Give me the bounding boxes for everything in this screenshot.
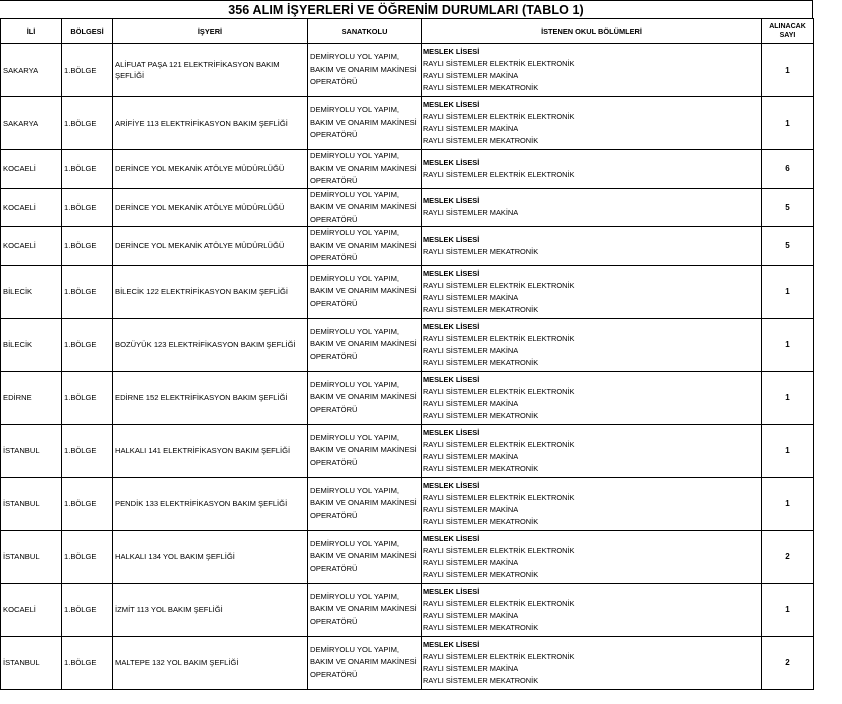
- cell-sanatkolu: DEMİRYOLU YOL YAPIM, BAKIM VE ONARIM MAKİNESİ OPERATÖRÜ: [308, 371, 422, 424]
- cell-isyeri: PENDİK 133 ELEKTRİFİKASYON BAKIM ŞEFLİĞİ: [113, 477, 308, 530]
- department-item: RAYLI SİSTEMLER MEKATRONİK: [423, 569, 539, 579]
- cell-bolge: 1.BÖLGE: [62, 583, 113, 636]
- table-row: [1, 424, 814, 477]
- cell-sanatkolu: DEMİRYOLU YOL YAPIM, BAKIM VE ONARIM MAKİNESİ OPERATÖRÜ: [308, 583, 422, 636]
- cell-okul-bolumleri: [422, 477, 762, 530]
- column-header-alinacak-sayi: ALINACAK SAYI: [762, 19, 814, 44]
- department-item: RAYLI SİSTEMLER MEKATRONİK: [423, 357, 539, 367]
- table-body: [1, 44, 814, 690]
- cell-sanatkolu: DEMİRYOLU YOL YAPIM, BAKIM VE ONARIM MAKİNESİ OPERATÖRÜ: [308, 188, 422, 227]
- table-row: [1, 371, 814, 424]
- cell-il: SAKARYA: [1, 97, 62, 150]
- department-item: RAYLI SİSTEMLER ELEKTRİK ELEKTRONİK: [423, 651, 575, 661]
- cell-bolge: 1.BÖLGE: [62, 97, 113, 150]
- department-item: RAYLI SİSTEMLER MAKİNA: [423, 557, 519, 567]
- cell-il: İSTANBUL: [1, 636, 62, 689]
- cell-alinacak-sayi: 1: [762, 44, 814, 97]
- cell-sanatkolu: DEMİRYOLU YOL YAPIM, BAKIM VE ONARIM MAKİNESİ OPERATÖRÜ: [308, 265, 422, 318]
- department-item: RAYLI SİSTEMLER MEKATRONİK: [423, 516, 539, 526]
- school-type-heading: MESLEK LİSESİ: [423, 374, 480, 384]
- department-item: RAYLI SİSTEMLER ELEKTRİK ELEKTRONİK: [423, 280, 575, 290]
- cell-il: İSTANBUL: [1, 530, 62, 583]
- department-item: RAYLI SİSTEMLER ELEKTRİK ELEKTRONİK: [423, 492, 575, 502]
- header-row: [1, 19, 814, 44]
- cell-sanatkolu: DEMİRYOLU YOL YAPIM, BAKIM VE ONARIM MAKİNESİ OPERATÖRÜ: [308, 227, 422, 266]
- cell-sanatkolu: DEMİRYOLU YOL YAPIM, BAKIM VE ONARIM MAKİNESİ OPERATÖRÜ: [308, 97, 422, 150]
- table-row: [1, 150, 814, 189]
- cell-bolge: 1.BÖLGE: [62, 188, 113, 227]
- department-item: RAYLI SİSTEMLER MAKİNA: [423, 504, 519, 514]
- cell-isyeri: ARİFİYE 113 ELEKTRİFİKASYON BAKIM ŞEFLİĞİ: [113, 97, 308, 150]
- department-item: RAYLI SİSTEMLER MEKATRONİK: [423, 136, 539, 145]
- cell-sanatkolu: DEMİRYOLU YOL YAPIM, BAKIM VE ONARIM MAKİNESİ OPERATÖRÜ: [308, 636, 422, 689]
- cell-isyeri: HALKALI 134 YOL BAKIM ŞEFLİĞİ: [113, 530, 308, 583]
- school-type-heading: MESLEK LİSESİ: [423, 480, 480, 490]
- department-item: RAYLI SİSTEMLER MEKATRONİK: [423, 463, 539, 473]
- table-row: [1, 636, 814, 689]
- school-type-heading: MESLEK LİSESİ: [423, 157, 480, 167]
- column-header-isyeri: İŞYERİ: [113, 19, 308, 44]
- cell-sanatkolu: DEMİRYOLU YOL YAPIM, BAKIM VE ONARIM MAKİNESİ OPERATÖRÜ: [308, 477, 422, 530]
- cell-okul-bolumleri: [422, 150, 762, 189]
- table-row: [1, 265, 814, 318]
- department-item: RAYLI SİSTEMLER ELEKTRİK ELEKTRONİK: [423, 386, 575, 396]
- cell-il: İSTANBUL: [1, 477, 62, 530]
- cell-alinacak-sayi: 1: [762, 477, 814, 530]
- cell-bolge: 1.BÖLGE: [62, 150, 113, 189]
- school-type-heading: MESLEK LİSESİ: [423, 321, 480, 331]
- school-type-heading: MESLEK LİSESİ: [423, 234, 480, 244]
- column-header-il: İLİ: [1, 19, 62, 44]
- cell-okul-bolumleri: [422, 97, 762, 150]
- cell-bolge: 1.BÖLGE: [62, 371, 113, 424]
- table-row: [1, 188, 814, 227]
- cell-il: KOCAELİ: [1, 188, 62, 227]
- cell-okul-bolumleri: [422, 424, 762, 477]
- cell-okul-bolumleri: [422, 530, 762, 583]
- department-item: RAYLI SİSTEMLER MEKATRONİK: [423, 622, 539, 632]
- cell-alinacak-sayi: 6: [762, 150, 814, 189]
- school-type-heading: MESLEK LİSESİ: [423, 533, 480, 543]
- cell-il: İSTANBUL: [1, 424, 62, 477]
- cell-alinacak-sayi: 5: [762, 227, 814, 266]
- cell-sanatkolu: DEMİRYOLU YOL YAPIM, BAKIM VE ONARIM MAKİNESİ OPERATÖRÜ: [308, 150, 422, 189]
- department-item: RAYLI SİSTEMLER MAKİNA: [423, 663, 519, 673]
- table-title: 356 ALIM İŞYERLERİ VE ÖĞRENİM DURUMLARI (TABLO 1): [0, 0, 813, 18]
- cell-sanatkolu: DEMİRYOLU YOL YAPIM, BAKIM VE ONARIM MAKİNESİ OPERATÖRÜ: [308, 318, 422, 371]
- cell-alinacak-sayi: 1: [762, 265, 814, 318]
- school-type-heading: MESLEK LİSESİ: [423, 427, 480, 437]
- department-item: RAYLI SİSTEMLER ELEKTRİK ELEKTRONİK: [423, 439, 575, 449]
- cell-alinacak-sayi: 5: [762, 188, 814, 227]
- cell-alinacak-sayi: 2: [762, 636, 814, 689]
- department-item: RAYLI SİSTEMLER ELEKTRİK ELEKTRONİK: [423, 59, 575, 68]
- cell-isyeri: DERİNCE YOL MEKANİK ATÖLYE MÜDÜRLÜĞÜ: [113, 227, 308, 266]
- cell-alinacak-sayi: 1: [762, 583, 814, 636]
- department-item: RAYLI SİSTEMLER MEKATRONİK: [423, 410, 539, 420]
- department-item: RAYLI SİSTEMLER ELEKTRİK ELEKTRONİK: [423, 169, 575, 179]
- cell-il: KOCAELİ: [1, 227, 62, 266]
- cell-bolge: 1.BÖLGE: [62, 530, 113, 583]
- cell-okul-bolumleri: [422, 318, 762, 371]
- cell-alinacak-sayi: 1: [762, 97, 814, 150]
- school-type-heading: MESLEK LİSESİ: [423, 196, 480, 206]
- department-item: RAYLI SİSTEMLER MEKATRONİK: [423, 675, 539, 685]
- department-item: RAYLI SİSTEMLER MAKİNA: [423, 610, 519, 620]
- department-item: RAYLI SİSTEMLER ELEKTRİK ELEKTRONİK: [423, 545, 575, 555]
- cell-okul-bolumleri: [422, 636, 762, 689]
- department-item: RAYLI SİSTEMLER MAKİNA: [423, 398, 519, 408]
- cell-sanatkolu: DEMİRYOLU YOL YAPIM, BAKIM VE ONARIM MAKİNESİ OPERATÖRÜ: [308, 530, 422, 583]
- school-type-heading: MESLEK LİSESİ: [423, 268, 480, 278]
- cell-alinacak-sayi: 1: [762, 424, 814, 477]
- department-item: RAYLI SİSTEMLER ELEKTRİK ELEKTRONİK: [423, 598, 575, 608]
- cell-alinacak-sayi: 1: [762, 371, 814, 424]
- cell-okul-bolumleri: [422, 227, 762, 266]
- department-item: RAYLI SİSTEMLER MAKİNA: [423, 124, 519, 133]
- department-item: RAYLI SİSTEMLER ELEKTRİK ELEKTRONİK: [423, 112, 575, 121]
- cell-isyeri: HALKALI 141 ELEKTRİFİKASYON BAKIM ŞEFLİĞİ: [113, 424, 308, 477]
- cell-bolge: 1.BÖLGE: [62, 44, 113, 97]
- table-row: [1, 227, 814, 266]
- department-item: RAYLI SİSTEMLER MAKİNA: [423, 451, 519, 461]
- cell-isyeri: İZMİT 113 YOL BAKIM ŞEFLİĞİ: [113, 583, 308, 636]
- cell-isyeri: ALİFUAT PAŞA 121 ELEKTRİFİKASYON BAKIM ŞEFLİĞİ: [113, 44, 308, 97]
- cell-alinacak-sayi: 1: [762, 318, 814, 371]
- cell-alinacak-sayi: 2: [762, 530, 814, 583]
- cell-il: EDİRNE: [1, 371, 62, 424]
- cell-bolge: 1.BÖLGE: [62, 636, 113, 689]
- cell-il: KOCAELİ: [1, 150, 62, 189]
- table-row: [1, 44, 814, 97]
- table-row: [1, 583, 814, 636]
- cell-bolge: 1.BÖLGE: [62, 318, 113, 371]
- department-item: RAYLI SİSTEMLER MAKİNA: [423, 345, 519, 355]
- column-header-bolge: BÖLGESİ: [62, 19, 113, 44]
- department-item: RAYLI SİSTEMLER MAKİNA: [423, 71, 519, 80]
- department-item: RAYLI SİSTEMLER MAKİNA: [423, 208, 519, 218]
- department-item: RAYLI SİSTEMLER MEKATRONİK: [423, 246, 539, 256]
- cell-bolge: 1.BÖLGE: [62, 227, 113, 266]
- department-item: RAYLI SİSTEMLER MAKİNA: [423, 292, 519, 302]
- cell-sanatkolu: DEMİRYOLU YOL YAPIM, BAKIM VE ONARIM MAKİNESİ OPERATÖRÜ: [308, 44, 422, 97]
- cell-isyeri: DERİNCE YOL MEKANİK ATÖLYE MÜDÜRLÜĞÜ: [113, 150, 308, 189]
- school-type-heading: MESLEK LİSESİ: [423, 100, 480, 109]
- cell-isyeri: MALTEPE 132 YOL BAKIM ŞEFLİĞİ: [113, 636, 308, 689]
- column-header-sanatkolu: SANATKOLU: [308, 19, 422, 44]
- cell-il: BİLECİK: [1, 265, 62, 318]
- table-row: [1, 530, 814, 583]
- cell-okul-bolumleri: [422, 265, 762, 318]
- cell-bolge: 1.BÖLGE: [62, 424, 113, 477]
- table-row: [1, 477, 814, 530]
- department-item: RAYLI SİSTEMLER MEKATRONİK: [423, 83, 539, 92]
- cell-bolge: 1.BÖLGE: [62, 265, 113, 318]
- cell-isyeri: EDİRNE 152 ELEKTRİFİKASYON BAKIM ŞEFLİĞİ: [113, 371, 308, 424]
- cell-bolge: 1.BÖLGE: [62, 477, 113, 530]
- cell-okul-bolumleri: [422, 371, 762, 424]
- cell-il: KOCAELİ: [1, 583, 62, 636]
- table-row: [1, 318, 814, 371]
- column-header-okul-bolumleri: İSTENEN OKUL BÖLÜMLERİ: [422, 19, 762, 44]
- cell-okul-bolumleri: [422, 188, 762, 227]
- cell-okul-bolumleri: [422, 44, 762, 97]
- department-item: RAYLI SİSTEMLER ELEKTRİK ELEKTRONİK: [423, 333, 575, 343]
- cell-isyeri: BİLECİK 122 ELEKTRİFİKASYON BAKIM ŞEFLİĞİ: [113, 265, 308, 318]
- school-type-heading: MESLEK LİSESİ: [423, 639, 480, 649]
- table-row: [1, 97, 814, 150]
- cell-okul-bolumleri: [422, 583, 762, 636]
- school-type-heading: MESLEK LİSESİ: [423, 586, 480, 596]
- cell-il: SAKARYA: [1, 44, 62, 97]
- cell-il: BİLECİK: [1, 318, 62, 371]
- cell-sanatkolu: DEMİRYOLU YOL YAPIM, BAKIM VE ONARIM MAKİNESİ OPERATÖRÜ: [308, 424, 422, 477]
- department-item: RAYLI SİSTEMLER MEKATRONİK: [423, 304, 539, 314]
- school-type-heading: MESLEK LİSESİ: [423, 47, 480, 56]
- cell-isyeri: DERİNCE YOL MEKANİK ATÖLYE MÜDÜRLÜĞÜ: [113, 188, 308, 227]
- recruitment-table: [0, 18, 814, 690]
- cell-isyeri: BOZÜYÜK 123 ELEKTRİFİKASYON BAKIM ŞEFLİĞİ: [113, 318, 308, 371]
